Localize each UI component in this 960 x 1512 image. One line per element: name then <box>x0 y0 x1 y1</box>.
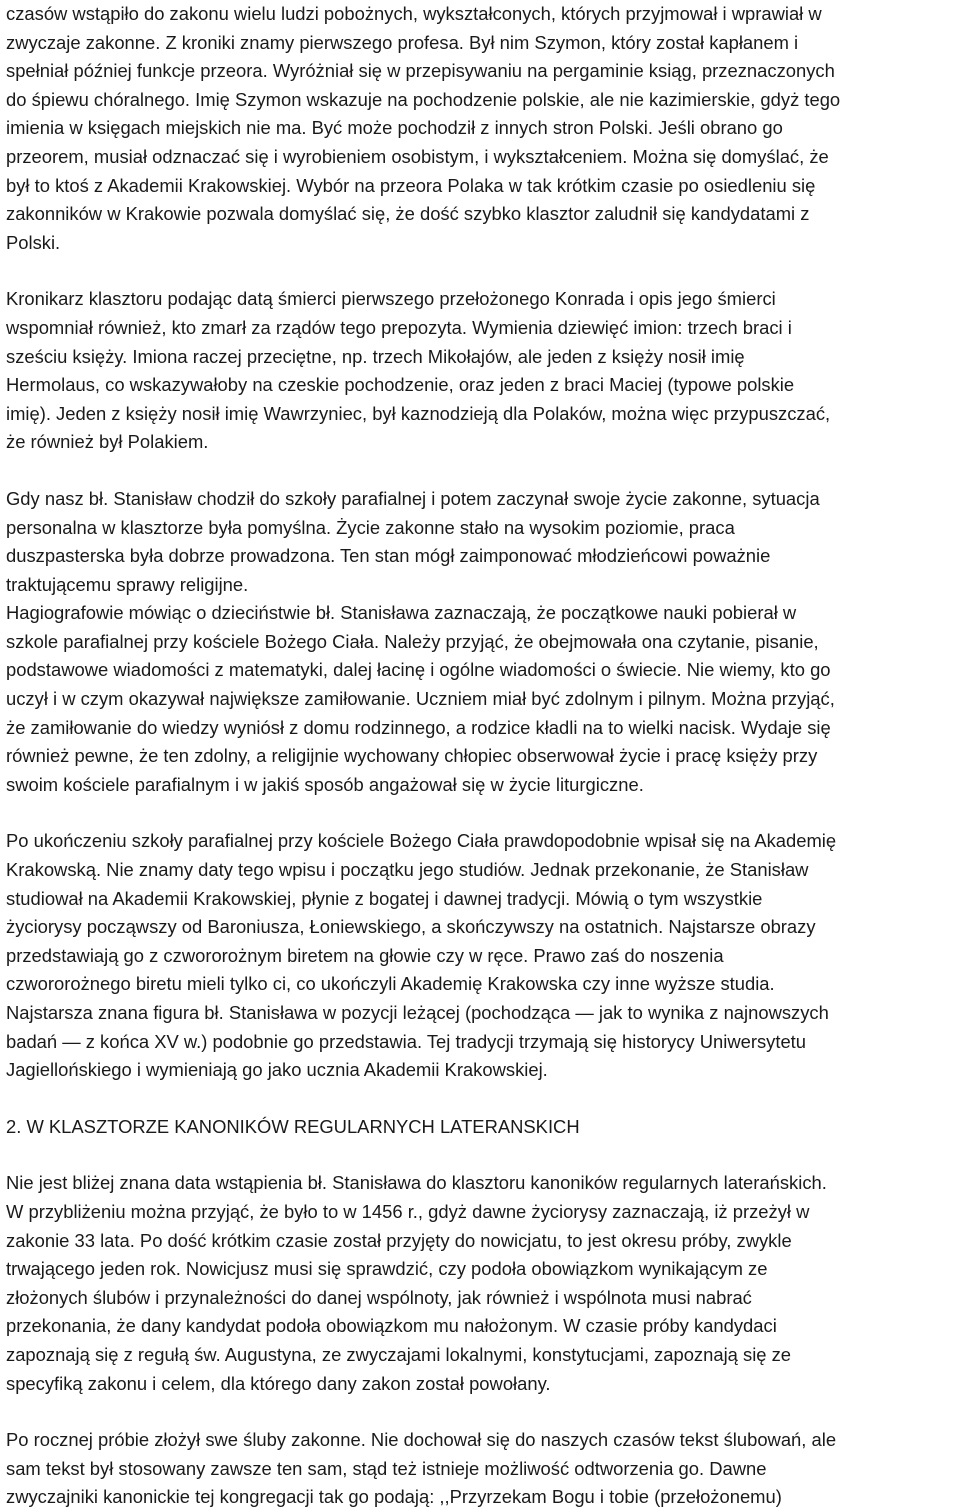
document-page <box>6 0 956 1512</box>
paragraph: Nie jest bliżej znana data wstąpienia bł. Stanisława do klasztoru kanoników regularnych laterańskich. W przybliżeniu można przyjąć, że było to w 1456 r., gdyż dawne życiorysy zaznaczają, iż przeżył w zakonie 33 lata. Po dość krótkim czasie został przyjęty do nowicjatu, to jest okresu próby, zwykle trwającego jeden rok. Nowicjusz musi się sprawdzić, czy podoła obowiązkom wynikającym ze złożonych ślubów i przynależności do danej wspólnoty, jak również i wspólnota musi nabrać przekonania, że dany kandydat podoła obowiązkom mu nałożonym. W czasie próby kandydaci zapoznają się z regułą św. Augustyna, ze zwyczajami lokalnymi, konstytucjami, zapoznają się ze specyfiką zakonu i celem, dla którego dany zakon został powołany. <box>6 1172 827 1394</box>
paragraph: Kronikarz klasztoru podając datą śmierci pierwszego przełożonego Konrada i opis jego śmierci wspomniał również, kto zmarł za rządów tego prepozyta. Wymienia dziewięć imion: trzech braci i sześciu księży. Imiona raczej przeciętne, np. trzech Mikołajów, ale jeden z księży nosił imię Hermolaus, co wskazywałoby na czeskie pochodzenie, oraz jeden z braci Maciej (typowe polskie imię). Jeden z księży nosił imię Wawrzyniec, był kaznodzieją dla Polaków, można więc przypuszczać, że również był Polakiem. <box>6 288 831 453</box>
paragraph: Hagiografowie mówiąc o dzieciństwie bł. Stanisława zaznaczają, że początkowe nauki pobierał w szkole parafialnej przy kościele Bożego Ciała. Należy przyjąć, że obejmowała ona czytanie, pisanie, podstawowe wiadomości z matematyki, dalej łacinę i ogólne wiadomości o świecie. Nie wiemy, kto go uczył i w czym okazywał największe zamiłowanie. Uczniem miał być zdolnym i pilnym. Można przyjąć, że zamiłowanie do wiedzy wyniósł z domu rodzinnego, a rodzice kładli na to wielki nacisk. Wydaje się również pewne, że ten zdolny, a religijnie wychowany chłopiec obserwował życie i pracę księży przy swoim kościele parafialnym i w jakiś sposób angażował się w życie liturgiczne. <box>6 602 835 795</box>
section-heading: 2. W KLASZTORZE KANONIKÓW REGULARNYCH LATERANSKICH <box>6 1115 580 1137</box>
paragraph: Po rocznej próbie złożył swe śluby zakonne. Nie dochował się do naszych czasów tekst ślubowań, ale sam tekst był stosowany zawsze ten sam, stąd też istnieje możliwość odtworzenia go. Dawne zwyczajniki kanonickie tej kongregacji tak go podają: ,,Przyrzekam Bogu i tobie (przełożonemu) <box>6 1429 837 1508</box>
paragraph: Gdy nasz bł. Stanisław chodził do szkoły parafialnej i potem zaczynał swoje życie zakonne, sytuacja personalna w klasztorze była pomyślna. Życie zakonne stało na wysokim poziomie, praca duszpasterska była dobrze prowadzona. Ten stan mógł zaimponować młodzieńcowi poważnie traktującemu sprawy religijne. <box>6 487 820 595</box>
paragraph: Po ukończeniu szkoły parafialnej przy kościele Bożego Ciała prawdopodobnie wpisał się na Akademię Krakowską. Nie znamy daty tego wpisu i początku jego studiów. Jednak przekonanie, że Stanisław studiował na Akademii Krakowskiej, płynie z bogatej i dawnej tradycji. Mówią o tym wszystkie życiorysy począwszy od Baroniusza, Łoniewskiego, a skończywszy na ostatnich. Najstarsze obrazy przedstawiają go z czwororożnym biretem na głowie czy w ręce. Prawo zaś do noszenia czwororożnego biretu mieli tylko ci, co ukończyli Akademię Krakowska czy inne wyższe studia. Najstarsza znana figura bł. Stanisława w pozycji leżącej (pochodząca — jak to wynika z najnowszych badań — z końca XV w.) podobnie go przedstawia. Tej tradycji trzymają się historycy Uniwersytetu Jagiellońskiego i wymieniają go jako ucznia Akademii Krakowskiej. <box>6 830 837 1081</box>
paragraph: czasów wstąpiło do zakonu wielu ludzi pobożnych, wykształconych, których przyjmował i wprawiał w zwyczaje zakonne. Z kroniki znamy pierwszego profesa. Był nim Szymon, który został kapłanem i spełniał później funkcje przeora. Wyróżniał się w przepisywaniu na pergaminie ksiąg, przeznaczonych do śpiewu chóralnego. Imię Szymon wskazuje na pochodzenie polskie, ale nie kazimierskie, gdyż tego imienia w księgach miejskich nie ma. Być może pochodził z innych stron Polski. Jeśli obrano go przeorem, musiał odznaczać się i wyrobieniem osobistym, i wykształceniem. Można się domyślać, że był to ktoś z Akademii Krakowskiej. Wybór na przeora Polaka w tak krótkim czasie po osiedleniu się zakonników w Krakowie pozwala domyślać się, że dość szybko klasztor zaludnił się kandydatami z Polski. <box>6 3 841 253</box>
